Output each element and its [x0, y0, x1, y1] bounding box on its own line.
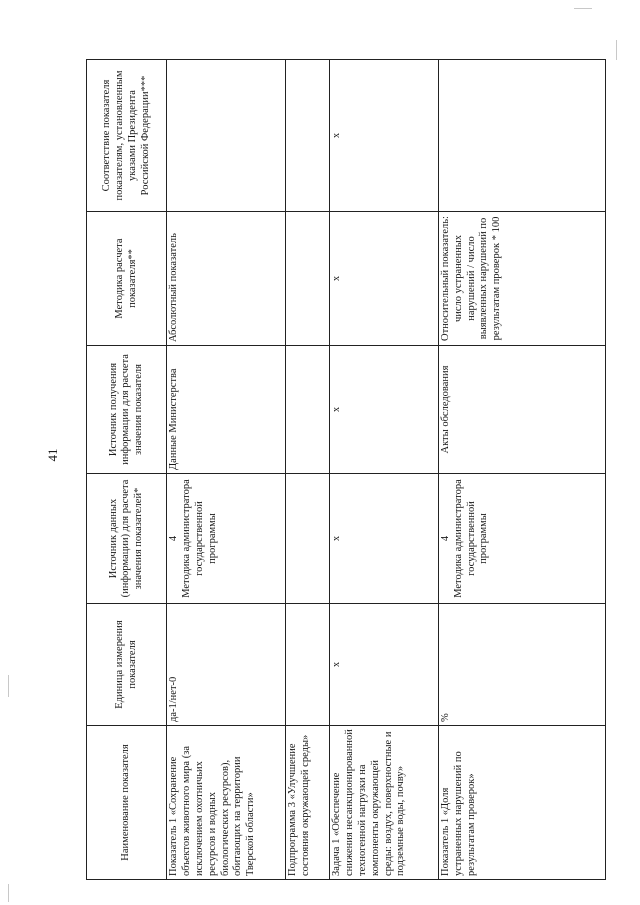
table-row [439, 60, 606, 880]
table-row [167, 60, 286, 880]
decree-cell: х [330, 60, 439, 212]
data-source-cell [286, 474, 330, 604]
indicator-name-cell: Показатель 1 «Доля устраненных нарушений по результатам проверок» [439, 726, 606, 880]
data-source-cell [439, 474, 606, 604]
table-row [286, 60, 330, 880]
source-number: 4 [168, 535, 180, 542]
unit-cell [286, 604, 330, 726]
header-cell: Методика расчета показателя** [87, 212, 167, 346]
data-source-cell: х [330, 474, 439, 604]
source-number: 4 [440, 535, 451, 542]
indicators-table [86, 59, 606, 880]
scan-mark [8, 675, 9, 697]
indicator-name-cell: Задача 1 «Обеспечение снижения несанкционированной техногенной нагрузки на компоненты окружающей среды: воздух, поверхностные и подземные воды, почву» [330, 726, 439, 880]
info-source-cell [286, 346, 330, 474]
info-source-cell: Акты обследования [439, 346, 606, 474]
decree-cell [286, 60, 330, 212]
header-cell: Единица измерения показателя [87, 604, 167, 726]
indicator-name-cell: Подпрограмма 3 «Улучшение состояния окружающей среды» [286, 726, 330, 880]
header-cell: Наименование показателя [87, 726, 167, 880]
method-cell: Относительный показатель: число устраненных нарушений / число выявленных нарушений по результатам проверок * 100 [439, 212, 606, 346]
unit-cell: % [439, 604, 606, 726]
rotated-table-container [86, 60, 606, 880]
header-cell: Соответствие показателя показателям, установленным указами Президента Российской Федерации*** [87, 60, 167, 212]
decree-cell [439, 60, 606, 212]
scan-mark [8, 884, 9, 902]
page-number: 41 [45, 448, 60, 462]
source-text: Методика администратора государственной программы [181, 479, 218, 598]
method-cell [286, 212, 330, 346]
table-row [330, 60, 439, 880]
table-header-row [87, 60, 167, 880]
info-source-cell: х [330, 346, 439, 474]
scan-mark [616, 40, 617, 60]
source-text: Методика администратора государственной программы [452, 479, 490, 598]
decree-cell [167, 60, 286, 212]
method-cell: х [330, 212, 439, 346]
indicator-name-cell: Показатель 1 «Сохранение объектов животного мира (за исключением охотничьих ресурсов и водных биологических ресурсов), обитающих на территории Тверской области» [167, 726, 286, 880]
unit-cell: да-1/нет-0 [167, 604, 286, 726]
header-cell: Источник получения информации для расчета значения показателя [87, 346, 167, 474]
info-source-cell: Данные Министерства [167, 346, 286, 474]
scan-mark [574, 8, 592, 9]
header-cell: Источник данных (информации) для расчета значения показателей* [87, 474, 167, 604]
method-cell: Абсолютный показатель [167, 212, 286, 346]
unit-cell: х [330, 604, 439, 726]
data-source-cell [167, 474, 286, 604]
